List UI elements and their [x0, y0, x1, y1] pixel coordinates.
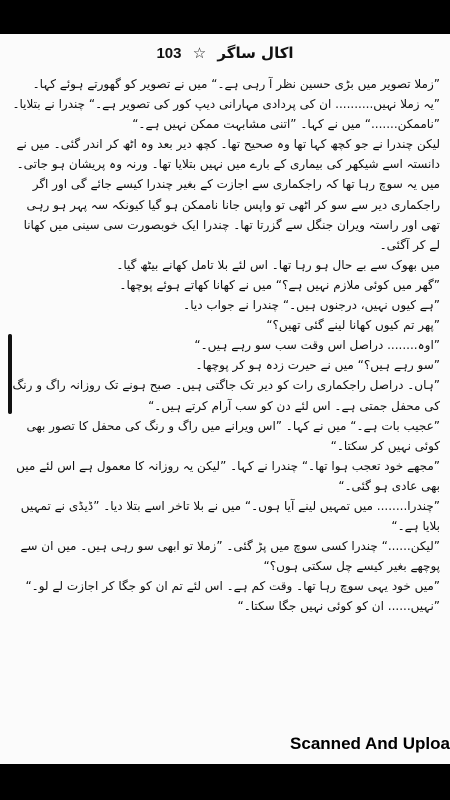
paragraph: ”مجھے خود تعجب ہوا تھا۔“ چندرا نے کہا۔ ”لیکن یہ روزانہ کا معمول ہے اس لئے میں بھی عادی ہو گئی۔“ [16, 458, 440, 493]
chapter-title: اکال ساگر [217, 44, 294, 62]
paragraph: ”زملا تصویر میں بڑی حسین نظر آ رہی ہے۔“ میں نے تصویر کو گھورتے ہوئے کہا۔ [32, 77, 440, 91]
book-page [0, 34, 450, 764]
page-number: 103 [156, 45, 182, 62]
star-icon: ☆ [192, 44, 207, 62]
paragraph: میں بھوک سے بے حال ہو رہا تھا۔ اس لئے بلا تامل کھانے بیٹھ گیا۔ [116, 257, 440, 272]
paragraph: ”عجیب بات ہے۔“ میں نے کہا۔ ”اس ویرانے میں راگ و رنگ کی محفل کا تصور بھی کوئی نہیں کر سکتا۔“ [26, 418, 440, 453]
story-text [10, 74, 440, 739]
paragraph: ”ناممکن.......“ میں نے کہا۔ ”اتنی مشابہت ممکن نہیں ہے۔“ [132, 117, 440, 132]
paragraph: ”پھر تم کیوں کھانا لینے گئی تھیں؟“ [266, 318, 440, 333]
scan-watermark: Scanned And Uploa [290, 734, 450, 753]
paragraph: ”ہاں۔ دراصل راجکماری رات کو دیر تک جاگتی ہیں۔ صبح ہونے تک روزانہ راگ و رنگ کی محفل جمتی ہے۔ اس لئے دن کو سب آرام کرتے ہیں۔“ [12, 378, 440, 413]
paragraph: ”لیکن......“ چندرا کسی سوچ میں پڑ گئی۔ ”زملا تو ابھی سو رہی ہیں۔ میں ان سے پوچھے بغیر کیسے چل سکتی ہوں؟“ [20, 539, 440, 574]
paragraph: ”میں خود یہی سوچ رہا تھا۔ وقت کم ہے۔ اس لئے تم ان کو جگا کر اجازت لے لو۔“ [25, 579, 440, 594]
paragraph: ”اوہ........ دراصل اس وقت سب سو رہے ہیں۔“ [194, 338, 440, 353]
paragraph: ”ہے کیوں نہیں، درجنوں ہیں۔“ چندرا نے جواب دیا۔ [183, 298, 440, 313]
page-header [0, 44, 450, 62]
margin-mark [8, 334, 12, 414]
paragraph: ”نہیں...... ان کو کوئی نہیں جگا سکتا۔“ [237, 599, 440, 614]
paragraph: لیکن چندرا نے جو کچھ کہا تھا وہ صحیح تھا۔ کچھ دیر بعد وہ اٹھ کر اندر گئی۔ میں نے دانستہ اسے شیکھر کی بیماری کے بارے میں نہیں بتلایا تھا۔ ورنہ وہ پریشان ہو جاتی۔ میں یہ سوچ رہا تھا کہ راجکماری سے اجازت کے بغیر چندرا کیسے جائے گی اور اگر راجکماری دیر سے سو کر اٹھی تو واپس جانا ناممکن ہو گیا کیونکہ سہ پہر ہو رہی تھی اور راستہ ویران جنگل سے گزرتا تھا۔ چندرا ایک خوبصورت سی سینی میں کھانا لے کر آگئی۔ [16, 137, 440, 252]
paragraph: ”گھر میں کوئی ملازم نہیں ہے؟“ میں نے کھانا کھاتے ہوئے پوچھا۔ [119, 277, 440, 292]
paragraph: ”چندرا........ میں تمہیں لینے آیا ہوں۔“ میں نے بلا تاخر اسے بتلا دیا۔ ”ڈیڈی نے تمہیں بلایا ہے۔“ [20, 498, 440, 534]
paragraph: ”سو رہے ہیں؟“ میں نے حیرت زدہ ہو کر پوچھا۔ [195, 358, 440, 373]
paragraph: ”یہ زملا نہیں.......... ان کی پردادی مہارانی دیپ کور کی تصویر ہے۔“ چندرا نے بتلایا۔ [12, 97, 440, 112]
